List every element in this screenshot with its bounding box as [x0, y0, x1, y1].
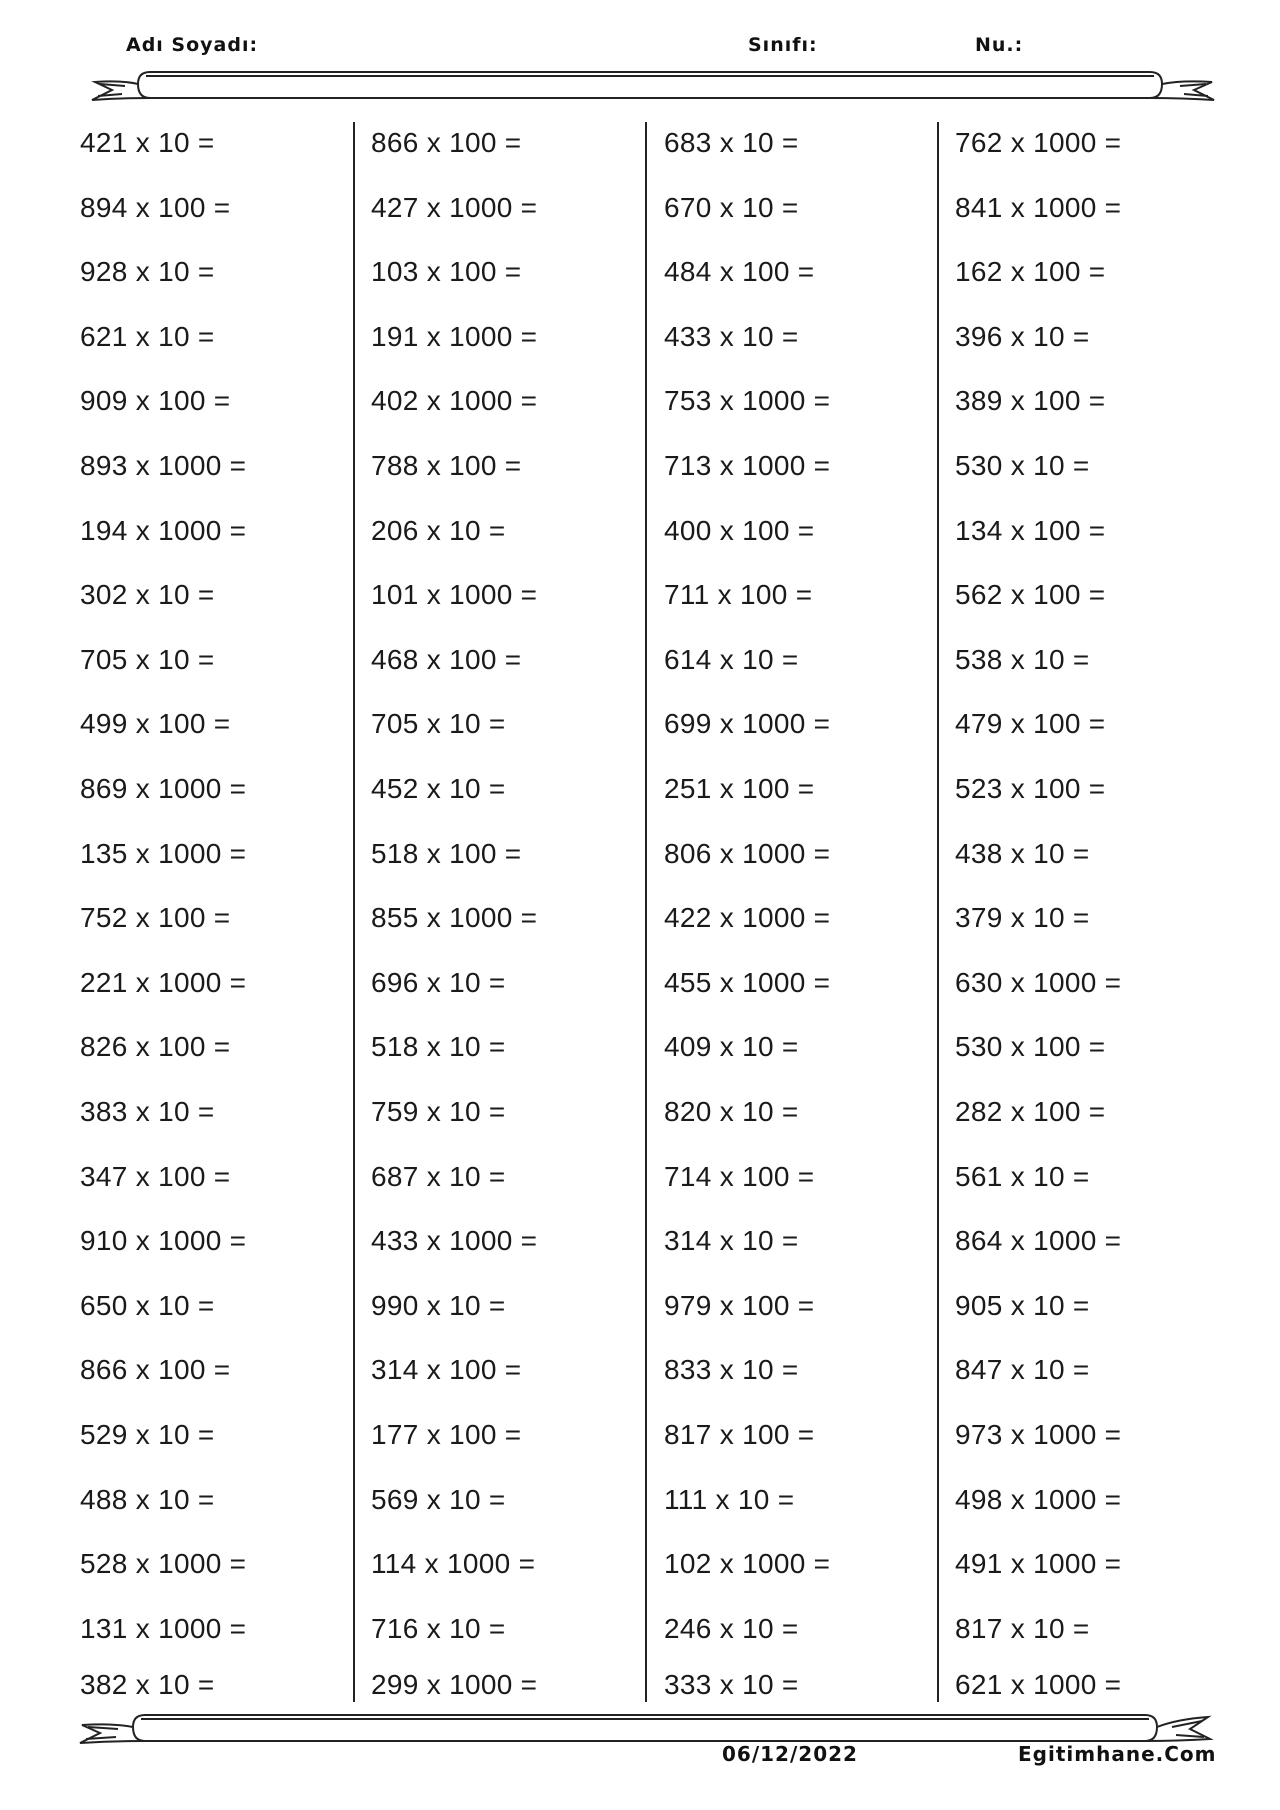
problem-item: 102 x 1000 = [664, 1548, 831, 1580]
problem-item: 569 x 10 = [371, 1483, 506, 1515]
problem-item: 614 x 10 = [664, 643, 799, 675]
problem-item: 333 x 10 = [664, 1669, 799, 1701]
problem-item: 705 x 10 = [80, 643, 215, 675]
problem-item: 893 x 1000 = [80, 450, 247, 481]
footer-site: Egitimhane.Com [1018, 1742, 1217, 1766]
problem-item: 484 x 100 = [664, 256, 815, 288]
problem-item: 206 x 10 = [371, 514, 506, 546]
problem-item: 909 x 100 = [80, 385, 231, 417]
problem-item: 696 x 10 = [371, 966, 506, 998]
problem-item: 498 x 1000 = [955, 1483, 1122, 1515]
problem-item: 630 x 1000 = [955, 966, 1122, 998]
problem-item: 529 x 10 = [80, 1419, 215, 1450]
problem-item: 910 x 1000 = [80, 1225, 247, 1257]
problem-item: 699 x 1000 = [664, 708, 831, 740]
problem-item: 894 x 100 = [80, 191, 231, 223]
problem-item: 101 x 1000 = [371, 579, 538, 611]
problem-item: 194 x 1000 = [80, 514, 247, 546]
problem-item: 561 x 10 = [955, 1160, 1090, 1192]
problem-item: 383 x 10 = [80, 1096, 215, 1127]
problem-item: 530 x 100 = [955, 1031, 1106, 1063]
problem-item: 650 x 10 = [80, 1289, 215, 1321]
problem-item: 134 x 100 = [955, 514, 1106, 546]
problem-item: 479 x 100 = [955, 708, 1106, 740]
problem-item: 131 x 1000 = [80, 1612, 247, 1644]
problem-item: 817 x 100 = [664, 1419, 815, 1450]
problem-item: 299 x 1000 = [371, 1669, 538, 1701]
problem-item: 530 x 10 = [955, 450, 1090, 481]
problem-item: 562 x 100 = [955, 579, 1106, 611]
problem-item: 382 x 10 = [80, 1669, 215, 1701]
problem-item: 246 x 10 = [664, 1612, 799, 1644]
problem-item: 670 x 10 = [664, 191, 799, 223]
problem-item: 621 x 10 = [80, 320, 215, 352]
problem-item: 400 x 100 = [664, 514, 815, 546]
problem-item: 114 x 1000 = [371, 1548, 536, 1580]
problem-item: 518 x 100 = [371, 837, 522, 869]
problem-item: 714 x 100 = [664, 1160, 815, 1192]
column-divider [937, 122, 939, 1702]
problem-item: 251 x 100 = [664, 773, 815, 804]
problem-item: 314 x 10 = [664, 1225, 799, 1257]
problem-item: 869 x 1000 = [80, 773, 247, 804]
problem-item: 866 x 100 = [80, 1354, 231, 1386]
problem-item: 538 x 10 = [955, 643, 1090, 675]
column-divider [353, 122, 355, 1702]
problem-item: 820 x 10 = [664, 1096, 799, 1127]
problem-item: 177 x 100 = [371, 1419, 522, 1450]
problem-item: 864 x 1000 = [955, 1225, 1122, 1257]
problem-item: 427 x 1000 = [371, 191, 538, 223]
column-divider [645, 122, 647, 1702]
problem-item: 833 x 10 = [664, 1354, 799, 1386]
problem-item: 716 x 10 = [371, 1612, 506, 1644]
problem-item: 990 x 10 = [371, 1289, 506, 1321]
problem-item: 396 x 10 = [955, 320, 1090, 352]
problem-item: 752 x 100 = [80, 902, 231, 934]
problem-item: 314 x 100 = [371, 1354, 522, 1386]
problem-item: 379 x 10 = [955, 902, 1090, 934]
problem-item: 621 x 1000 = [955, 1669, 1122, 1701]
problem-item: 103 x 100 = [371, 256, 522, 288]
problem-item: 687 x 10 = [371, 1160, 506, 1192]
problem-item: 455 x 1000 = [664, 966, 831, 998]
problem-item: 847 x 10 = [955, 1354, 1090, 1386]
problem-item: 817 x 10 = [955, 1612, 1090, 1644]
problem-item: 191 x 1000 = [371, 320, 538, 352]
problem-item: 409 x 10 = [664, 1031, 799, 1063]
problem-item: 523 x 100 = [955, 773, 1106, 804]
problem-item: 282 x 100 = [955, 1096, 1106, 1127]
problem-item: 973 x 1000 = [955, 1419, 1122, 1450]
problem-item: 111 x 10 = [664, 1483, 795, 1515]
problem-item: 468 x 100 = [371, 643, 522, 675]
footer-date: 06/12/2022 [722, 1742, 858, 1766]
problem-item: 499 x 100 = [80, 708, 231, 740]
top-scroll-banner [0, 62, 1280, 112]
problem-item: 221 x 1000 = [80, 966, 247, 998]
problem-item: 711 x 100 = [664, 579, 813, 611]
problem-item: 683 x 10 = [664, 127, 799, 158]
problem-item: 753 x 1000 = [664, 385, 831, 417]
problem-item: 389 x 100 = [955, 385, 1106, 417]
name-label: Adı Soyadı: [126, 34, 259, 56]
problem-item: 347 x 100 = [80, 1160, 231, 1192]
problem-item: 905 x 10 = [955, 1289, 1090, 1321]
problem-item: 528 x 1000 = [80, 1548, 247, 1580]
problem-item: 759 x 10 = [371, 1096, 506, 1127]
problem-item: 979 x 100 = [664, 1289, 815, 1321]
problem-item: 928 x 10 = [80, 256, 215, 288]
problem-item: 855 x 1000 = [371, 902, 538, 934]
problem-item: 433 x 10 = [664, 320, 799, 352]
problem-item: 402 x 1000 = [371, 385, 538, 417]
problem-item: 422 x 1000 = [664, 902, 831, 934]
problem-item: 826 x 100 = [80, 1031, 231, 1063]
problem-item: 302 x 10 = [80, 579, 215, 611]
problem-item: 488 x 10 = [80, 1483, 215, 1515]
class-label: Sınıfı: [748, 34, 818, 56]
problem-item: 491 x 1000 = [955, 1548, 1122, 1580]
problem-item: 762 x 1000 = [955, 127, 1122, 158]
problem-item: 866 x 100 = [371, 127, 522, 158]
problem-item: 421 x 10 = [80, 127, 215, 158]
problem-item: 713 x 1000 = [664, 450, 831, 481]
problem-item: 438 x 10 = [955, 837, 1090, 869]
problem-item: 841 x 1000 = [955, 191, 1122, 223]
problem-item: 135 x 1000 = [80, 837, 247, 869]
problem-item: 788 x 100 = [371, 450, 522, 481]
problem-item: 433 x 1000 = [371, 1225, 538, 1257]
problem-item: 705 x 10 = [371, 708, 506, 740]
problem-item: 162 x 100 = [955, 256, 1106, 288]
problem-item: 806 x 1000 = [664, 837, 831, 869]
problem-item: 452 x 10 = [371, 773, 506, 804]
number-label: Nu.: [975, 34, 1024, 56]
problem-item: 518 x 10 = [371, 1031, 506, 1063]
